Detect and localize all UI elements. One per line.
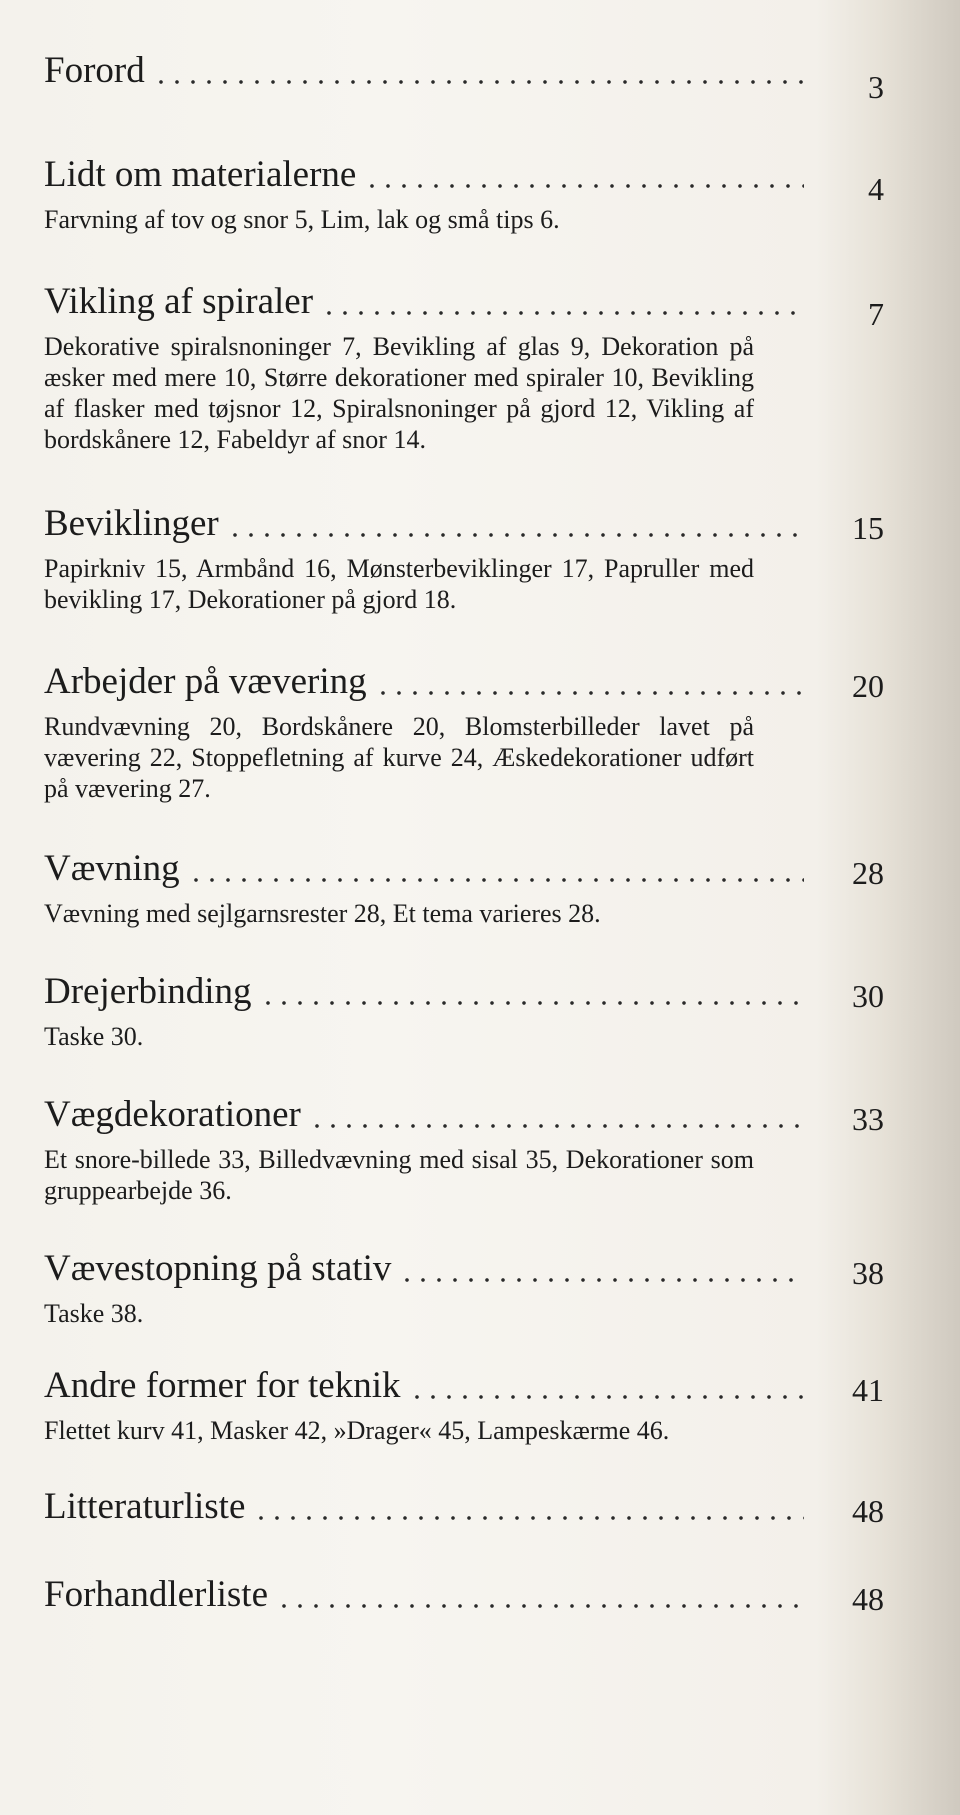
dot-leader [260, 977, 804, 1007]
toc-entry-beviklinger [44, 501, 884, 615]
toc-heading-line [44, 1484, 884, 1530]
dot-leader [409, 1371, 804, 1401]
toc-entry-forord [44, 48, 884, 105]
toc-heading-line [44, 1572, 884, 1618]
dot-leader [153, 56, 804, 86]
toc-page-number: 41 [852, 1372, 884, 1408]
toc-entry-title: Vikling af spiraler [44, 281, 314, 322]
toc-entry-description: Flettet kurv 41, Masker 42, »Drager« 45, Lampeskærme 46. [44, 1416, 670, 1445]
toc-entry-vaevestopning [44, 1246, 884, 1329]
toc-entry-title: Drejerbinding [44, 971, 252, 1012]
dot-leader [227, 509, 804, 539]
toc-entry-drejerbinding [44, 969, 884, 1052]
toc-entry-vaevering [44, 659, 884, 804]
toc-heading-line [44, 48, 884, 105]
dot-leader [309, 1100, 804, 1130]
toc-heading-line [44, 501, 884, 547]
toc-page-number: 48 [852, 1581, 884, 1617]
toc-entry-spiraler [44, 279, 884, 455]
toc-heading-line [44, 1246, 884, 1292]
toc-heading-line [44, 279, 884, 332]
toc-heading-line [44, 659, 884, 705]
toc-entry-title: Vægdekorationer [44, 1094, 301, 1135]
dot-leader [364, 160, 804, 190]
toc-entry-materialerne [44, 152, 884, 235]
dot-leader [276, 1580, 804, 1610]
toc-page-number: 15 [852, 510, 884, 546]
toc-page-number: 4 [868, 171, 884, 207]
toc-entry-description: Vævning med sejlgarnsrester 28, Et tema varieres 28. [44, 899, 601, 928]
toc-entry-description: Papirkniv 15, Armbånd 16, Mønsterbeviklinger 17, Papruller med bevikling 17, Dekorationer på gjord 18. [44, 554, 754, 614]
toc-entry-vaevning [44, 846, 884, 929]
toc-page-number: 28 [852, 855, 884, 891]
toc-entry-title: Vævning [44, 848, 180, 889]
toc-entry-title: Andre former for teknik [44, 1365, 401, 1406]
toc-heading-line [44, 1363, 884, 1409]
toc-page-number: 20 [852, 668, 884, 704]
toc-page-number: 38 [852, 1255, 884, 1291]
dot-leader [188, 854, 804, 884]
toc-page-number: 7 [868, 296, 884, 332]
toc-entry-vaegdekorationer [44, 1092, 884, 1206]
toc-entry-description: Dekorative spiralsnoninger 7, Bevikling af glas 9, Dekoration på æsker med mere 10, Større dekorationer med spiraler 10, Bevikling af flasker med tøjsnor 12, Spiralsnoninger på gjord 12, Vikling af bordskånere 12, Fabeldyr af snor 14. [44, 332, 754, 454]
toc-page-number: 3 [868, 69, 884, 105]
toc-entry-title: Forord [44, 50, 145, 91]
toc-entry-description: Taske 38. [44, 1299, 144, 1328]
toc-heading-line [44, 969, 884, 1015]
toc-entry-title: Lidt om materialerne [44, 154, 357, 195]
toc-entry-description: Et snore-billede 33, Billedvævning med sisal 35, Dekorationer som gruppearbejde 36. [44, 1145, 754, 1205]
table-of-contents [44, 48, 884, 1618]
dot-leader [321, 287, 804, 317]
toc-page-number: 30 [852, 978, 884, 1014]
toc-page-number: 33 [852, 1101, 884, 1137]
dot-leader [375, 667, 804, 697]
toc-entry-forhandlerliste [44, 1572, 884, 1618]
dot-leader [399, 1254, 804, 1284]
toc-entry-title: Forhandlerliste [44, 1574, 269, 1615]
toc-heading-line [44, 152, 884, 207]
toc-entry-andre-former [44, 1363, 884, 1446]
toc-heading-line [44, 1092, 884, 1138]
toc-entry-title: Litteraturliste [44, 1486, 246, 1527]
toc-entry-description: Farvning af tov og snor 5, Lim, lak og små tips 6. [44, 205, 560, 234]
toc-entry-title: Arbejder på vævering [44, 661, 367, 702]
dot-leader [253, 1492, 804, 1522]
toc-entry-title: Beviklinger [44, 503, 219, 544]
toc-page-number: 48 [852, 1493, 884, 1529]
toc-heading-line [44, 846, 884, 892]
toc-entry-litteraturliste [44, 1484, 884, 1530]
toc-entry-description: Taske 30. [44, 1022, 144, 1051]
toc-entry-description: Rundvævning 20, Bordskånere 20, Blomsterbilleder lavet på vævering 22, Stoppefletning af kurve 24, Æskedekorationer udført på vævering 27. [44, 712, 754, 803]
toc-entry-title: Vævestopning på stativ [44, 1248, 392, 1289]
